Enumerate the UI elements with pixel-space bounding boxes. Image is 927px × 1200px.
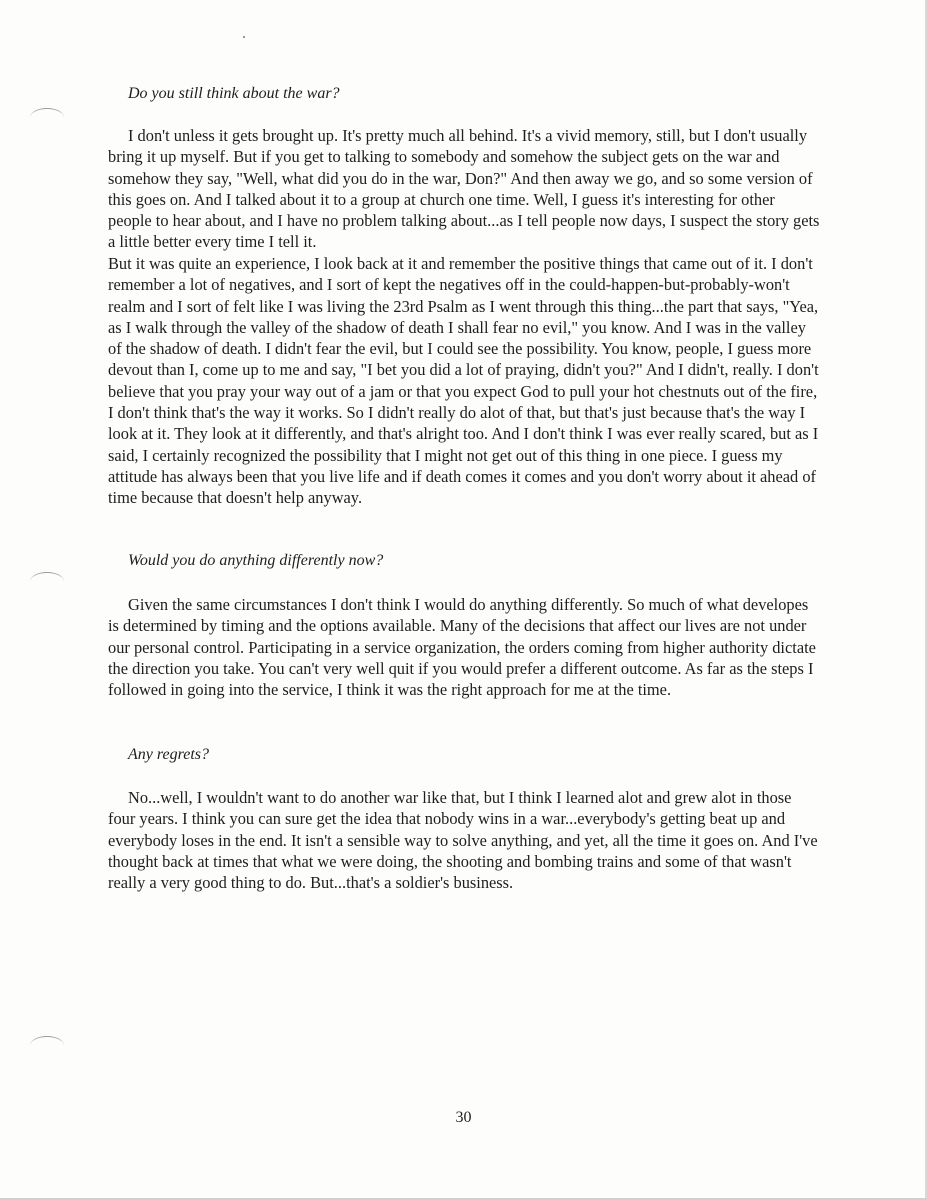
answer-paragraph: Given the same circumstances I don't think I would do anything differently. So much of what developes is determined by timing and the options available. Many of the decisions that affect our lives are not under our personal control. Participating in a service organization, the orders coming from higher authority dictate the direction you take. You can't very well quit if you would prefer a different outcome. As far as the steps I followed in going into the service, I think it was the right approach for me at the time. <box>108 595 816 700</box>
question-heading: Do you still think about the war? <box>128 85 340 102</box>
answer-paragraph: I don't unless it gets brought up. It's pretty much all behind. It's a vivid memory, still, but I don't usually bring it up myself. But if you get to talking to somebody and somehow the subject gets on the war and somehow they say, "Well, what did you do in the war, Don?" And then away we go, and so some version of this goes on. And I talked about it to a group at church one time. Well, I guess it's interesting for other people to hear about, and I have no problem talking about...as I tell people now days, I suspect the story gets a little better every time I tell it. <box>108 126 820 252</box>
question-heading: Would you do anything differently now? <box>128 552 384 569</box>
page-number: 30 <box>455 1109 472 1126</box>
question-heading: Any regrets? <box>128 746 210 763</box>
binder-hole-mark-top <box>30 108 64 127</box>
binder-hole-mark-middle <box>30 572 64 591</box>
answer-paragraph: No...well, I wouldn't want to do another war like that, but I think I learned alot and grew alot in those four years. I think you can sure get the idea that nobody wins in a war...everybody's getting beat up and everybody loses in the end. It isn't a sensible way to solve anything, and yet, all the time it goes on. And I've thought back at times that what we were doing, the shooting and bombing trains and some of that wasn't really a very good thing to do. But...that's a soldier's business. <box>108 788 818 893</box>
answer-paragraph-continued: But it was quite an experience, I look back at it and remember the positive things that came out of it. I don't remember a lot of negatives, and I sort of kept the negatives off in the could-happen-but-probably-won't realm and I sort of felt like I was living the 23rd Psalm as I went through this thing...the part that says, "Yea, as I walk through the valley of the shadow of death I shall fear no evil," you know. And I was in the valley of the shadow of death. I didn't fear the evil, but I could see the possibility. You know, people, I guess more devout than I, come up to me and say, "I bet you did a lot of praying, didn't you?" And I didn't, really. I don't believe that you pray your way out of a jam or that you expect God to pull your hot chestnuts out of the fire, I don't think that's the way it works. So I didn't really do alot of that, but that's just because that's the way I look at it. They look at it differently, and that's alright too. And I don't think I was ever really scared, but as I said, I certainly recognized the possibility that I might not get out of this thing in one piece. I guess my attitude has always been that you live life and if death comes it comes and you don't worry about it ahead of time because that doesn't help anyway. <box>108 254 819 508</box>
binder-hole-mark-bottom <box>30 1036 64 1055</box>
scan-speck <box>243 36 245 38</box>
